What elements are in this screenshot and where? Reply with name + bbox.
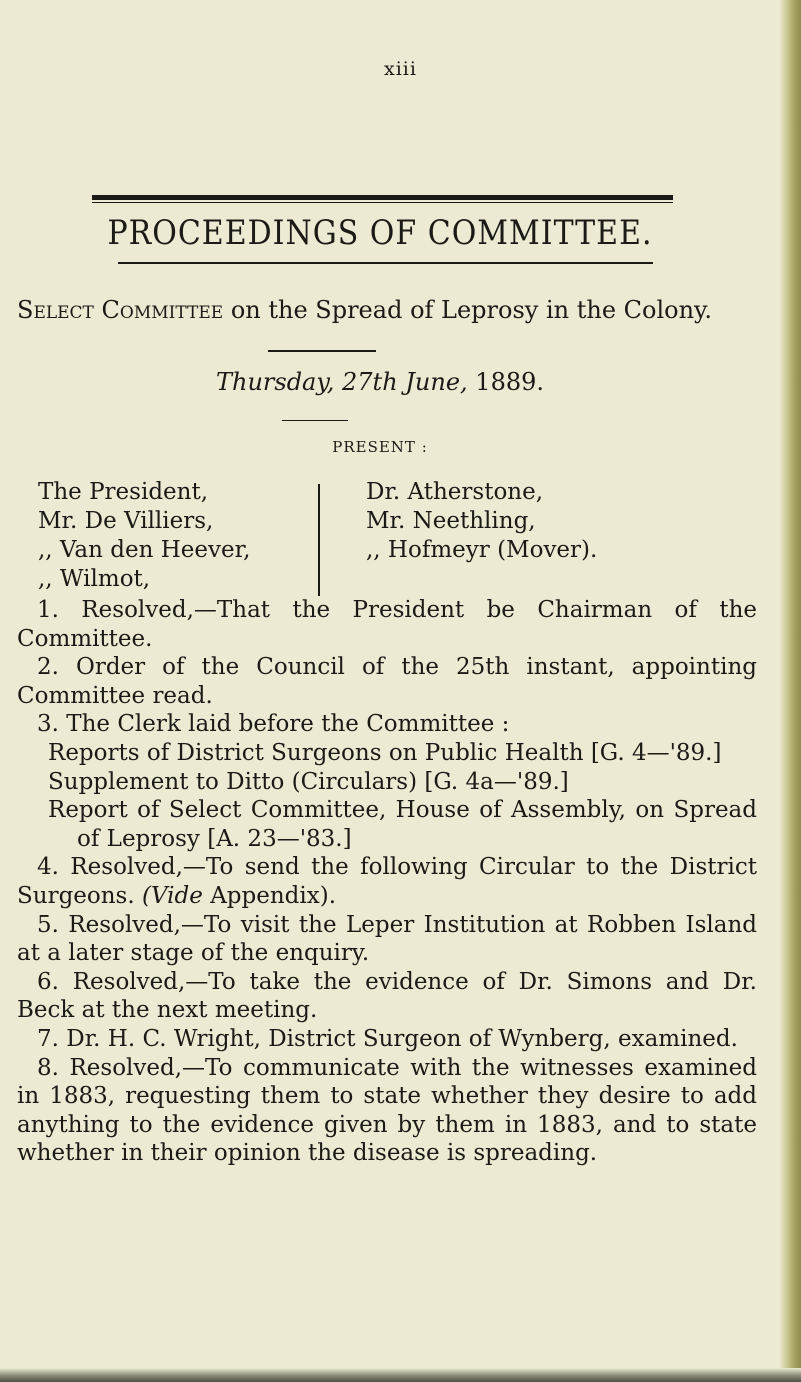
page-edge-shadow-bottom (0, 1368, 801, 1382)
meeting-day-month: 27th June, (342, 368, 468, 396)
item-4-text: 4. Resolved,—To send the following Circular to the District Surgeons. (17, 854, 757, 909)
vide-reference: (Vide (142, 882, 203, 909)
heading-underline (118, 262, 653, 264)
item-1: 1. Resolved,—That the President be Chairman of the Committee. (17, 597, 757, 652)
laid-paper: Report of Select Committee, House of Assembly, on Spread of Leprosy [A. 23—'83.] (48, 797, 757, 852)
member-name: ,, Van den Heever, (38, 537, 251, 563)
item-7: 7. Dr. H. C. Wright, District Surgeon of Wynberg, examined. (37, 1025, 738, 1052)
member-name: ,, Wilmot, (38, 566, 151, 592)
top-rule-thick (92, 195, 673, 200)
committee-subject: on the Spread of Leprosy in the Colony. (230, 296, 713, 324)
page-number: xiii (384, 58, 417, 80)
committee-prefix: Select Committee (17, 296, 224, 324)
meeting-weekday: Thursday, (215, 368, 335, 396)
committee-title (17, 296, 757, 324)
item-6: 6. Resolved,—To take the evidence of Dr. Simons and Dr. Beck at the next meeting. (17, 968, 757, 1024)
item-4 (17, 853, 757, 910)
appendix-reference: Appendix). (210, 882, 337, 909)
item-8: 8. Resolved,—To communicate with the witnesses examined in 1883, requesting them to state whether they desire to add anything to the evidence given by them in 1883, and to state whether in their opinion the disease is spreading. (17, 1054, 757, 1167)
member-name: Dr. Atherstone, (366, 479, 544, 505)
member-name: Mr. De Villiers, (38, 508, 214, 534)
item-3: 3. The Clerk laid before the Committee : (37, 711, 510, 738)
top-rule-thin (92, 202, 673, 203)
members-divider (318, 484, 320, 596)
item-2: 2. Order of the Council of the 25th instant, appointing Committee read. (17, 654, 757, 709)
page-edge-shadow-right (779, 0, 801, 1382)
proceedings-body (17, 596, 757, 1168)
member-name: ,, Hofmeyr (Mover). (366, 537, 598, 563)
separator-rule-small (282, 420, 348, 421)
member-name: The President, (38, 479, 209, 505)
meeting-date (0, 368, 760, 396)
laid-paper: Reports of District Surgeons on Public Health [G. 4—'89.] (48, 739, 722, 766)
laid-paper: Supplement to Ditto (Circulars) [G. 4a—'89.] (48, 768, 569, 795)
meeting-year: 1889. (475, 368, 545, 396)
page-heading: PROCEEDINGS OF COMMITTEE. (107, 213, 653, 254)
members-left-column (38, 478, 318, 594)
members-right-column (366, 478, 766, 565)
member-name: Mr. Neethling, (366, 508, 536, 534)
separator-rule (268, 350, 376, 352)
present-label: PRESENT : (332, 438, 428, 456)
item-5: 5. Resolved,—To visit the Leper Institution at Robben Island at a later stage of the enquiry. (17, 911, 757, 967)
